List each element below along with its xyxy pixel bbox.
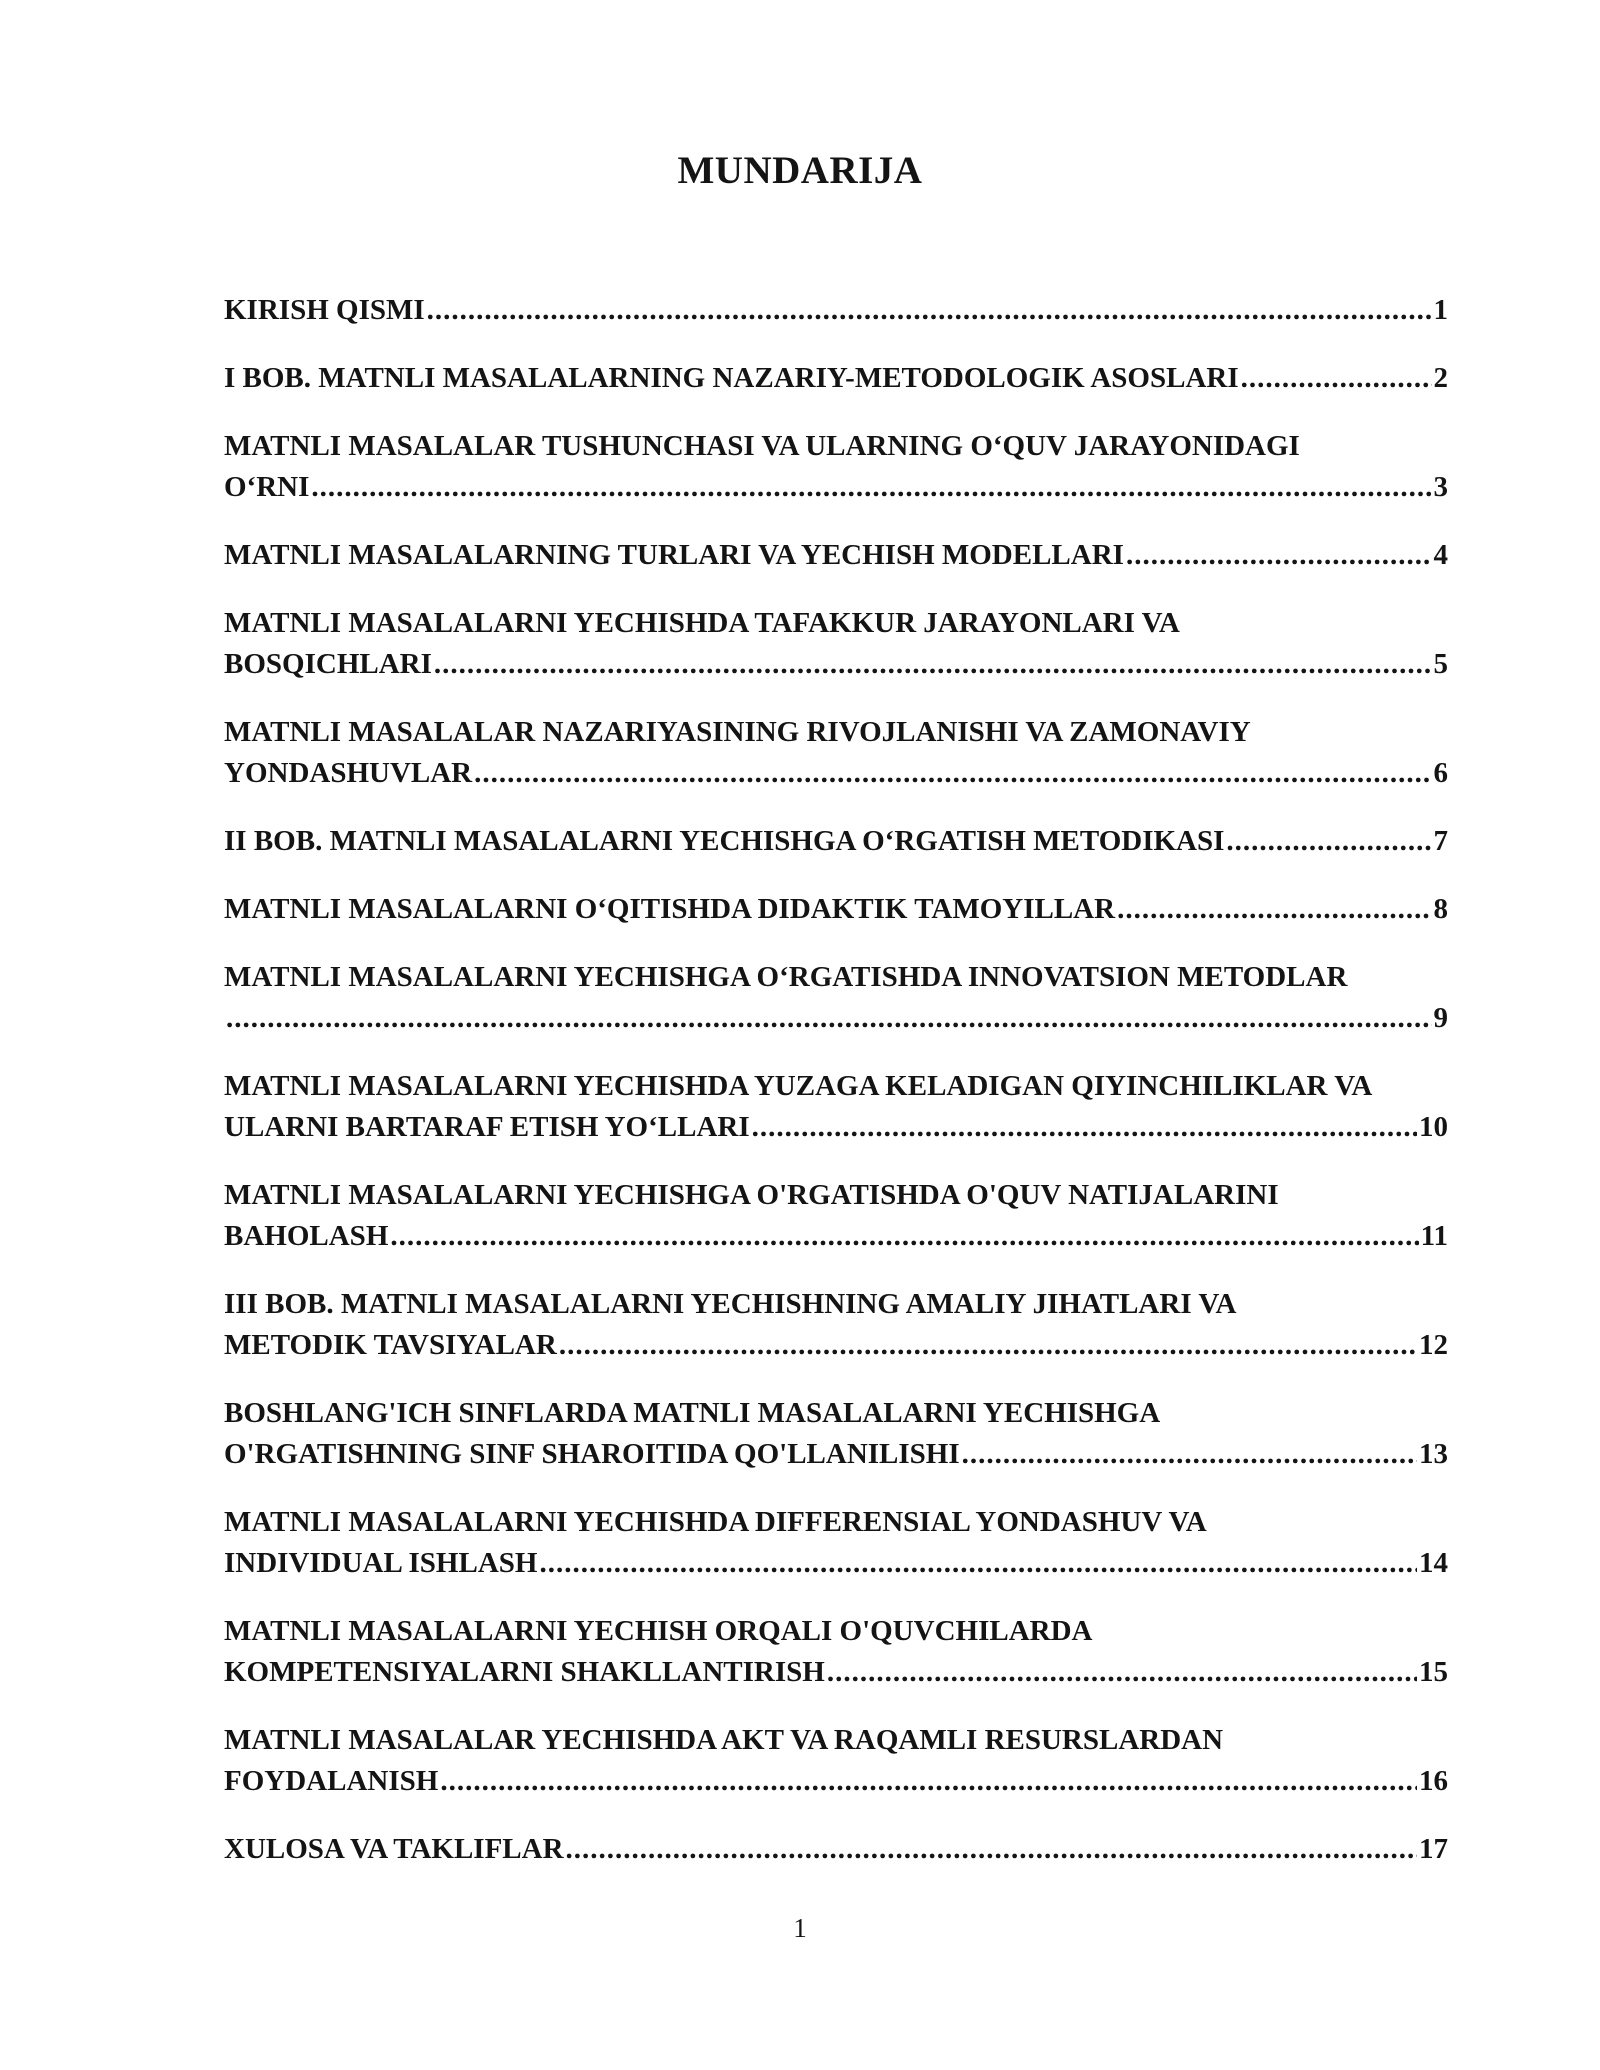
toc-entry-title-line: MATNLI MASALALARNI YECHISH ORQALI O'QUVCHILARDA — [224, 1615, 1093, 1647]
toc-dot-leader — [226, 998, 1432, 1039]
toc-entry-title-line: MATNLI MASALALARNI YECHISHGA O‘RGATISHDA INNOVATSION METODLAR — [224, 961, 1348, 993]
toc-entry-line — [224, 467, 1448, 508]
toc-dot-leader — [1226, 821, 1431, 862]
toc-entry-title: MATNLI MASALALARNING TURLARI VA YECHISH MODELLARI — [224, 539, 1124, 571]
toc-entry-title-line: MATNLI MASALALAR NAZARIYASINING RIVOJLANISHI VA ZAMONAVIY — [224, 716, 1251, 748]
toc-dot-leader — [427, 290, 1432, 331]
toc-entry-line — [224, 1107, 1448, 1148]
toc-entry-title: KIRISH QISMI — [224, 294, 425, 326]
toc-dot-leader — [311, 467, 1431, 508]
page-title: MUNDARIJA — [677, 149, 923, 192]
toc-entry-title: KOMPETENSIYALARNI SHAKLLANTIRISH — [224, 1656, 825, 1688]
toc-dot-leader — [559, 1325, 1417, 1366]
toc-entry-title: BAHOLASH — [224, 1220, 389, 1252]
toc-entry-title-line: BOSHLANG'ICH SINFLARDA MATNLI MASALALARNI YECHISHGA — [224, 1397, 1161, 1429]
toc-entry[interactable] — [224, 1829, 1448, 1870]
toc-dot-leader — [434, 644, 1432, 685]
toc-entry[interactable] — [224, 535, 1448, 576]
toc-entry[interactable] — [224, 712, 1448, 794]
toc-page-number: 15 — [1419, 1656, 1448, 1688]
toc-entry-line — [224, 1829, 1448, 1870]
toc-page-number: 5 — [1433, 648, 1448, 680]
toc-dot-leader — [1126, 535, 1432, 576]
toc-entry-title-line: MATNLI MASALALAR YECHISHDA AKT VA RAQAMLI RESURSLARDAN — [224, 1724, 1224, 1756]
toc-entry-line — [224, 1543, 1448, 1584]
toc-page-number: 14 — [1419, 1547, 1448, 1579]
toc-dot-leader — [474, 753, 1431, 794]
toc-page-number: 16 — [1419, 1765, 1448, 1797]
toc-entry[interactable] — [224, 821, 1448, 862]
toc-entry-line — [224, 1761, 1448, 1802]
toc-entry[interactable] — [224, 358, 1448, 399]
toc-entry[interactable] — [224, 1284, 1448, 1366]
toc-entry-title: O'RGATISHNING SINF SHAROITIDA QO'LLANILISHI — [224, 1438, 960, 1470]
toc-page-number: 1 — [1433, 294, 1448, 326]
toc-entry-title-line: MATNLI MASALALAR TUSHUNCHASI VA ULARNING O‘QUV JARAYONIDAGI — [224, 430, 1300, 462]
toc-entry-title: O‘RNI — [224, 471, 310, 503]
toc-entry[interactable] — [224, 1175, 1448, 1257]
table-of-contents — [224, 290, 1448, 1897]
toc-dot-leader — [539, 1543, 1417, 1584]
toc-dot-leader — [827, 1652, 1417, 1693]
toc-entry-line — [224, 1652, 1448, 1693]
toc-entry[interactable] — [224, 1720, 1448, 1802]
toc-page-number: 2 — [1433, 362, 1448, 394]
toc-dot-leader — [440, 1761, 1417, 1802]
toc-entry[interactable] — [224, 889, 1448, 930]
toc-entry-line — [224, 1434, 1448, 1475]
toc-page-number: 17 — [1419, 1833, 1448, 1865]
toc-entry[interactable] — [224, 1393, 1448, 1475]
toc-entry-title: FOYDALANISH — [224, 1765, 439, 1797]
toc-entry-line — [224, 753, 1448, 794]
toc-entry-title-line: III BOB. MATNLI MASALALARNI YECHISHNING AMALIY JIHATLARI VA — [224, 1288, 1237, 1320]
toc-entry-line — [224, 1216, 1448, 1257]
toc-entry-title: ULARNI BARTARAF ETISH YO‘LLARI — [224, 1111, 750, 1143]
toc-entry-title: BOSQICHLARI — [224, 648, 432, 680]
toc-entry-title: METODIK TAVSIYALAR — [224, 1329, 557, 1361]
toc-entry-line — [224, 290, 1448, 331]
toc-entry[interactable] — [224, 1611, 1448, 1693]
toc-entry-title-line: MATNLI MASALALARNI YECHISHDA YUZAGA KELADIGAN QIYINCHILIKLAR VA — [224, 1070, 1373, 1102]
toc-page-number: 6 — [1433, 757, 1448, 789]
toc-dot-leader — [1241, 358, 1432, 399]
toc-entry-line — [224, 998, 1448, 1039]
toc-entry[interactable] — [224, 1502, 1448, 1584]
toc-dot-leader — [962, 1434, 1417, 1475]
toc-entry[interactable] — [224, 957, 1448, 1039]
toc-entry-title: INDIVIDUAL ISHLASH — [224, 1547, 538, 1579]
toc-entry[interactable] — [224, 426, 1448, 508]
toc-dot-leader — [1117, 889, 1431, 930]
toc-page-number: 13 — [1419, 1438, 1448, 1470]
toc-dot-leader — [390, 1216, 1418, 1257]
toc-entry[interactable] — [224, 1066, 1448, 1148]
toc-page-number: 3 — [1433, 471, 1448, 503]
toc-page-number: 4 — [1433, 539, 1448, 571]
toc-page-number: 9 — [1433, 1002, 1448, 1034]
toc-entry-title-line: MATNLI MASALALARNI YECHISHDA DIFFERENSIAL YONDASHUV VA — [224, 1506, 1207, 1538]
toc-entry[interactable] — [224, 290, 1448, 331]
toc-entry-title: XULOSA VA TAKLIFLAR — [224, 1833, 564, 1865]
toc-page-number: 7 — [1433, 825, 1448, 857]
toc-entry-title-line: MATNLI MASALALARNI YECHISHGA O'RGATISHDA O'QUV NATIJALARINI — [224, 1179, 1279, 1211]
toc-entry-line — [224, 889, 1448, 930]
toc-dot-leader — [566, 1829, 1417, 1870]
page-number: 1 — [793, 1913, 807, 1943]
toc-entry-line — [224, 644, 1448, 685]
toc-entry[interactable] — [224, 603, 1448, 685]
toc-entry-title: YONDASHUVLAR — [224, 757, 473, 789]
toc-entry-line — [224, 1325, 1448, 1366]
toc-page-number: 10 — [1419, 1111, 1448, 1143]
toc-page-number: 12 — [1419, 1329, 1448, 1361]
toc-entry-line — [224, 358, 1448, 399]
toc-page-number: 11 — [1420, 1220, 1448, 1252]
toc-entry-title: II BOB. MATNLI MASALALARNI YECHISHGA O‘RGATISH METODIKASI — [224, 825, 1225, 857]
toc-entry-title: MATNLI MASALALARNI O‘QITISHDA DIDAKTIK TAMOYILLAR — [224, 893, 1116, 925]
toc-entry-line — [224, 535, 1448, 576]
toc-entry-title: I BOB. MATNLI MASALALARNING NAZARIY-METODOLOGIK ASOSLARI — [224, 362, 1239, 394]
toc-dot-leader — [752, 1107, 1417, 1148]
toc-page-number: 8 — [1433, 893, 1448, 925]
toc-entry-title-line: MATNLI MASALALARNI YECHISHDA TAFAKKUR JARAYONLARI VA — [224, 607, 1180, 639]
toc-entry-line — [224, 821, 1448, 862]
